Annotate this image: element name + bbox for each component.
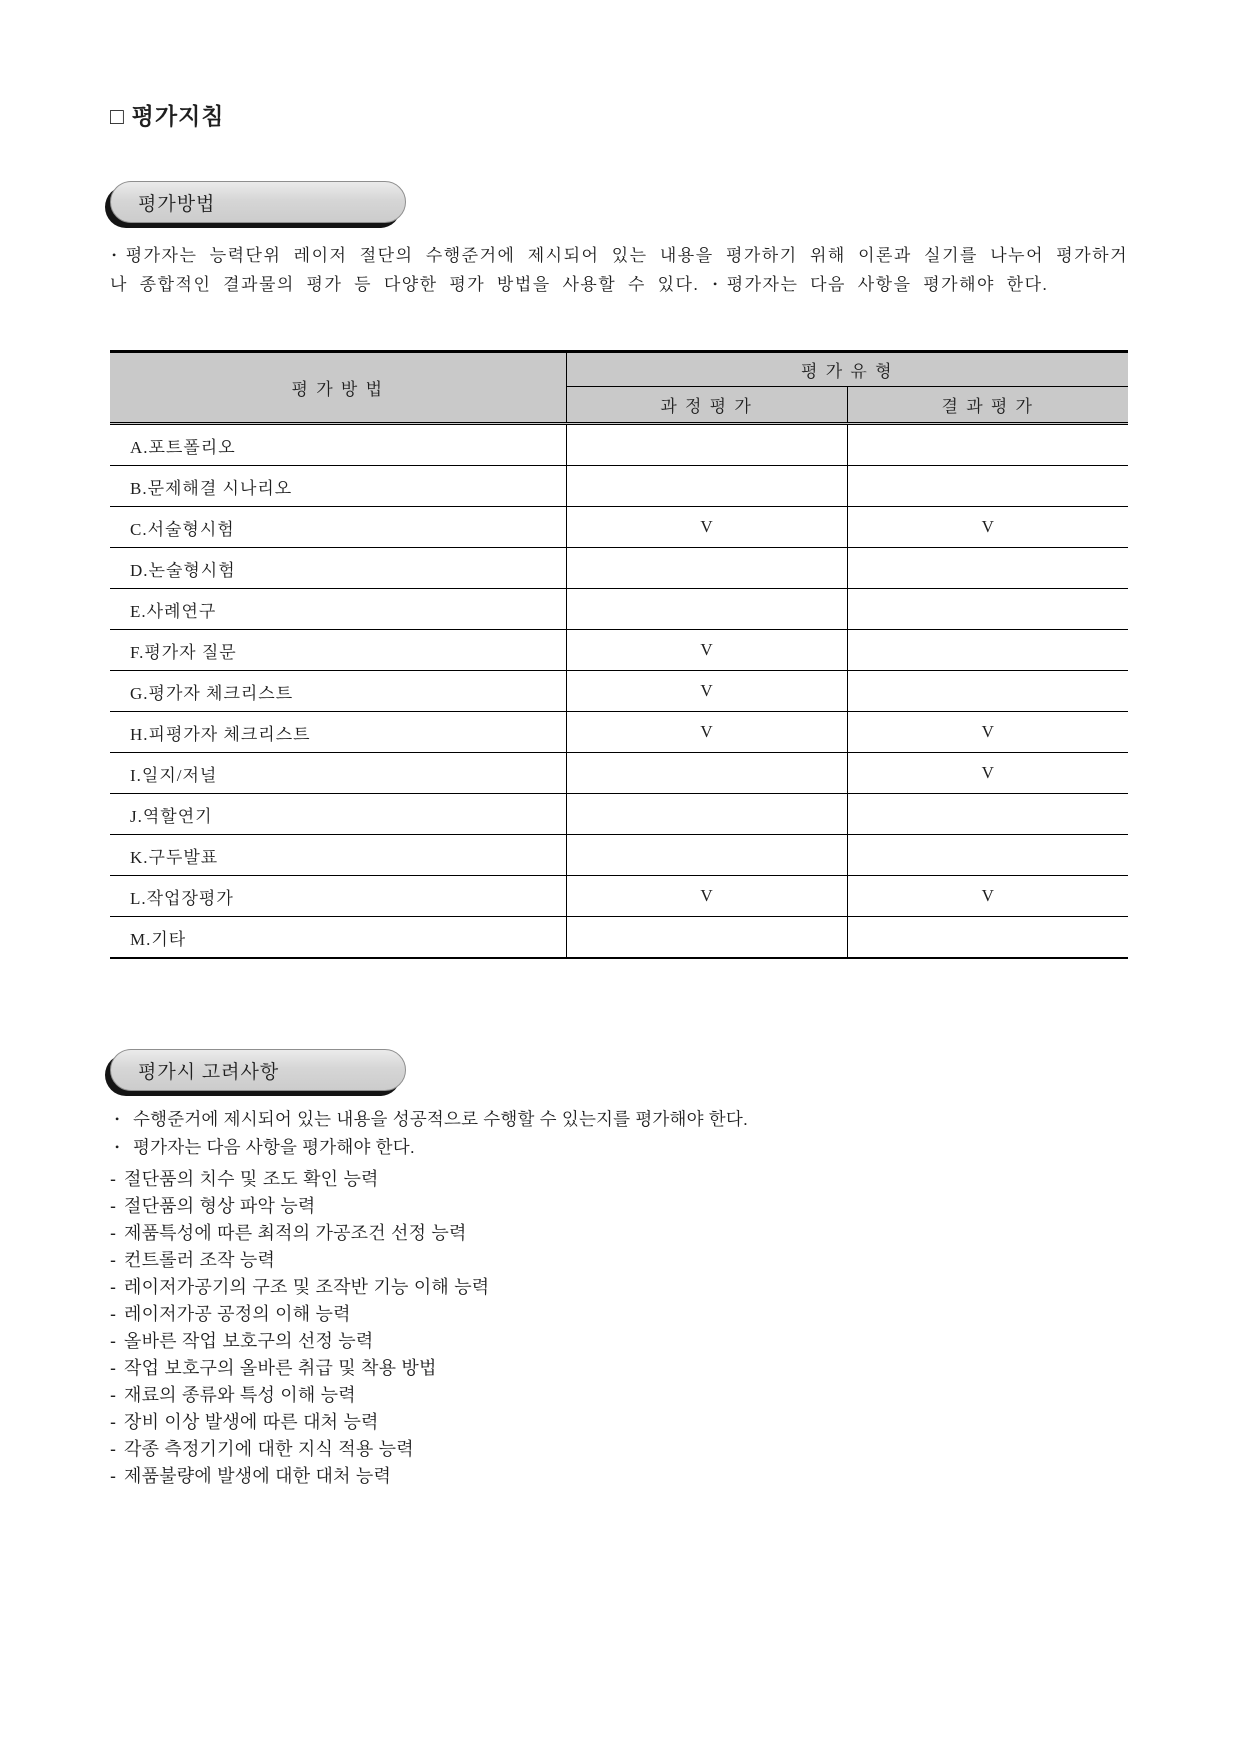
dash-icon: - bbox=[110, 1277, 117, 1297]
bullet-text: 평가자는 다음 사항을 평가해야 한다. bbox=[133, 1137, 415, 1157]
method-cell: H.피평가자 체크리스트 bbox=[110, 712, 566, 753]
heading-label: 평가방법 bbox=[110, 181, 406, 223]
header-result: 결 과 평 가 bbox=[847, 387, 1128, 424]
process-cell bbox=[566, 917, 847, 959]
method-cell: G.평가자 체크리스트 bbox=[110, 671, 566, 712]
dash-text: 각종 측정기기에 대한 지식 적용 능력 bbox=[124, 1439, 414, 1459]
table-row bbox=[110, 794, 1128, 835]
dash-text: 레이저가공 공정의 이해 능력 bbox=[124, 1304, 351, 1324]
result-cell bbox=[847, 466, 1128, 507]
dash-text: 제품특성에 따른 최적의 가공조건 선정 능력 bbox=[124, 1223, 467, 1243]
result-cell bbox=[847, 794, 1128, 835]
method-cell: K.구두발표 bbox=[110, 835, 566, 876]
dash-icon: - bbox=[110, 1412, 117, 1432]
dash-icon: - bbox=[110, 1439, 117, 1459]
list-item bbox=[110, 1301, 1128, 1328]
table-row bbox=[110, 630, 1128, 671]
process-cell bbox=[566, 589, 847, 630]
method-cell: C.서술형시험 bbox=[110, 507, 566, 548]
dash-text: 제품불량에 발생에 대한 대처 능력 bbox=[124, 1466, 392, 1486]
result-cell bbox=[847, 671, 1128, 712]
list-item bbox=[110, 1463, 1128, 1490]
list-item bbox=[110, 1247, 1128, 1274]
list-item bbox=[110, 1193, 1128, 1220]
method-cell: M.기타 bbox=[110, 917, 566, 959]
table-row bbox=[110, 589, 1128, 630]
process-cell: V bbox=[566, 671, 847, 712]
dash-text: 레이저가공기의 구조 및 조작반 기능 이해 능력 bbox=[124, 1277, 490, 1297]
dash-icon: - bbox=[110, 1169, 117, 1189]
table-row bbox=[110, 917, 1128, 959]
bullet-icon: • bbox=[115, 1140, 120, 1154]
dash-text: 절단품의 치수 및 조도 확인 능력 bbox=[124, 1169, 379, 1189]
heading-label: 평가시 고려사항 bbox=[110, 1049, 406, 1091]
dash-icon: - bbox=[110, 1331, 117, 1351]
result-cell: V bbox=[847, 753, 1128, 794]
bullet-icon: • bbox=[712, 277, 719, 291]
list-item bbox=[110, 1105, 1128, 1133]
page-title: □ 평가지침 bbox=[110, 104, 225, 129]
dash-icon: - bbox=[110, 1196, 117, 1216]
table-row bbox=[110, 671, 1128, 712]
bullet-text: 수행준거에 제시되어 있는 내용을 성공적으로 수행할 수 있는지를 평가해야 한다. bbox=[133, 1109, 749, 1129]
result-cell: V bbox=[847, 876, 1128, 917]
dash-icon: - bbox=[110, 1223, 117, 1243]
list-item bbox=[110, 1133, 1128, 1161]
result-cell bbox=[847, 589, 1128, 630]
method-cell: D.논술형시험 bbox=[110, 548, 566, 589]
result-cell: V bbox=[847, 507, 1128, 548]
process-cell bbox=[566, 424, 847, 466]
list-item bbox=[110, 1382, 1128, 1409]
list-item bbox=[110, 1436, 1128, 1463]
result-cell bbox=[847, 835, 1128, 876]
dash-text: 작업 보호구의 올바른 취급 및 착용 방법 bbox=[124, 1358, 437, 1378]
list-item bbox=[110, 1274, 1128, 1301]
table-row bbox=[110, 876, 1128, 917]
table-row bbox=[110, 712, 1128, 753]
method-cell: B.문제해결 시나리오 bbox=[110, 466, 566, 507]
header-type: 평 가 유 형 bbox=[566, 352, 1128, 387]
method-cell: I.일지/저널 bbox=[110, 753, 566, 794]
result-cell bbox=[847, 630, 1128, 671]
table-row bbox=[110, 835, 1128, 876]
method-cell: E.사례연구 bbox=[110, 589, 566, 630]
method-cell: L.작업장평가 bbox=[110, 876, 566, 917]
intro-sentence-1: 평가자는 능력단위 레이저 절단의 수행준거에 제시되어 있는 내용을 평가하기 위해 이론과 실기를 나누어 평가하거나 종합적인 결과물의 평가 등 다양한 평가 방법을 사용할 수 있다. bbox=[110, 246, 1128, 294]
method-cell: J.역할연기 bbox=[110, 794, 566, 835]
bullet-icon: • bbox=[115, 1112, 120, 1126]
dash-icon: - bbox=[110, 1358, 117, 1378]
process-cell bbox=[566, 794, 847, 835]
table-row bbox=[110, 424, 1128, 466]
dash-text: 올바른 작업 보호구의 선정 능력 bbox=[124, 1331, 374, 1351]
considerations-dash-list bbox=[110, 1166, 1128, 1490]
list-item bbox=[110, 1166, 1128, 1193]
considerations-bullet-list bbox=[110, 1105, 1128, 1161]
process-cell bbox=[566, 753, 847, 794]
dash-icon: - bbox=[110, 1466, 117, 1486]
list-item bbox=[110, 1220, 1128, 1247]
dash-text: 컨트롤러 조작 능력 bbox=[124, 1250, 276, 1270]
result-cell bbox=[847, 548, 1128, 589]
dash-text: 재료의 종류와 특성 이해 능력 bbox=[124, 1385, 356, 1405]
intro-paragraph bbox=[110, 241, 1128, 299]
dash-icon: - bbox=[110, 1304, 117, 1324]
bullet-icon: • bbox=[112, 248, 118, 262]
process-cell bbox=[566, 835, 847, 876]
table-row bbox=[110, 466, 1128, 507]
evaluation-method-heading bbox=[110, 181, 406, 223]
dash-text: 장비 이상 발생에 따른 대처 능력 bbox=[124, 1412, 379, 1432]
dash-icon: - bbox=[110, 1385, 117, 1405]
method-cell: A.포트폴리오 bbox=[110, 424, 566, 466]
process-cell: V bbox=[566, 876, 847, 917]
process-cell bbox=[566, 466, 847, 507]
list-item bbox=[110, 1328, 1128, 1355]
result-cell bbox=[847, 917, 1128, 959]
table-row bbox=[110, 548, 1128, 589]
list-item bbox=[110, 1409, 1128, 1436]
dash-icon: - bbox=[110, 1250, 117, 1270]
table-row bbox=[110, 753, 1128, 794]
result-cell: V bbox=[847, 712, 1128, 753]
table-row bbox=[110, 507, 1128, 548]
process-cell: V bbox=[566, 507, 847, 548]
evaluation-table bbox=[110, 350, 1128, 959]
header-method: 평 가 방 법 bbox=[110, 352, 566, 424]
process-cell: V bbox=[566, 630, 847, 671]
intro-sentence-2: 평가자는 다음 사항을 평가해야 한다. bbox=[726, 275, 1049, 294]
header-process: 과 정 평 가 bbox=[566, 387, 847, 424]
result-cell bbox=[847, 424, 1128, 466]
list-item bbox=[110, 1355, 1128, 1382]
method-cell: F.평가자 질문 bbox=[110, 630, 566, 671]
process-cell: V bbox=[566, 712, 847, 753]
dash-text: 절단품의 형상 파악 능력 bbox=[124, 1196, 316, 1216]
process-cell bbox=[566, 548, 847, 589]
evaluation-considerations-heading bbox=[110, 1049, 406, 1091]
